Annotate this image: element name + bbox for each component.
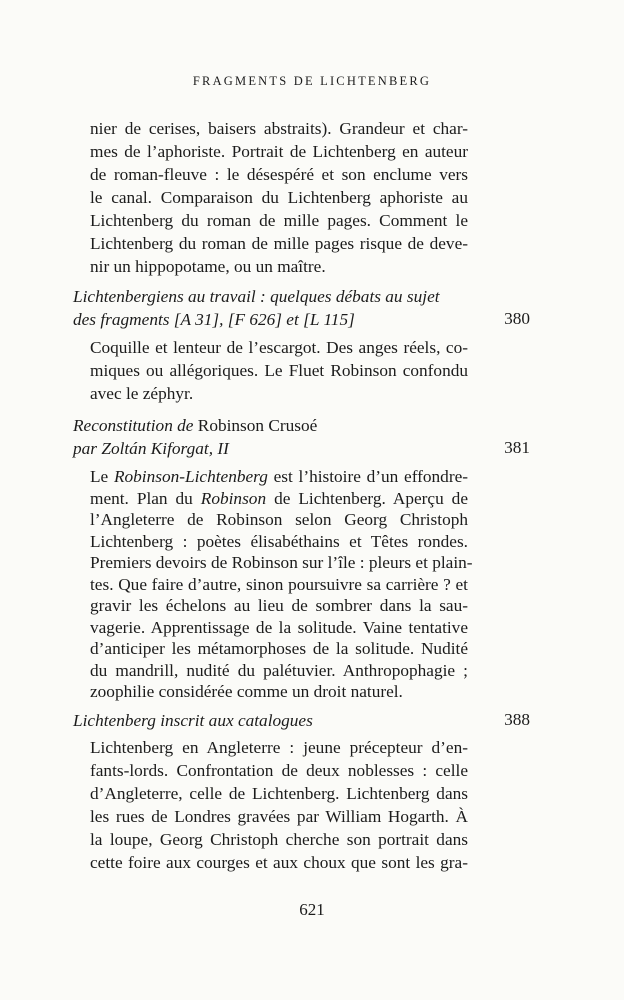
intro-line: nier de cerises, baisers abstraits). Grandeur et char-	[90, 119, 468, 138]
intro-line: de roman-fleuve : le désespéré et son enclume vers	[90, 165, 468, 184]
section-line: zoophilie considérée comme un droit naturel.	[90, 682, 403, 701]
title-word: Reconstitution de Robinson Crusoé	[73, 416, 318, 435]
section-title: des fragments [A 31], [F 626] et [L 115]	[73, 310, 355, 329]
section-line: d’Angleterre, celle de Lichtenberg. Lichtenberg dans	[90, 784, 468, 803]
section-line: les rues de Londres gravées par William Hogarth. À	[90, 807, 468, 826]
section-title: Lichtenbergiens au travail : quelques débats au sujet	[73, 287, 440, 306]
section-line: d’anticiper les métamorphoses de la solitude. Nudité	[90, 639, 468, 658]
section-line: fants-lords. Confrontation de deux noblesses : celle	[90, 761, 468, 780]
intro-line: le canal. Comparaison du Lichtenberg aphoriste au	[90, 188, 468, 207]
intro-line: mes de l’aphoriste. Portrait de Lichtenberg en auteur	[90, 142, 468, 161]
intro-line: Lichtenberg du roman de mille pages. Comment le	[90, 211, 468, 230]
section-page-ref: 388	[504, 710, 530, 729]
section-line: miques ou allégoriques. Le Fluet Robinson confondu	[90, 361, 468, 380]
section-line: Le Robinson-Lichtenberg est l’histoire d’un effondre-	[90, 467, 469, 486]
section-line: la loupe, Georg Christoph cherche son portrait dans	[90, 830, 468, 849]
section-line: Lichtenberg : poètes élisabéthains et Têtes rondes.	[90, 531, 468, 551]
section-line: tes. Que faire d’autre, sinon poursuivre sa carrière ? et	[90, 574, 468, 594]
section-line: Coquille et lenteur de l’escargot. Des anges réels, co-	[90, 338, 468, 357]
running-head: FRAGMENTS DE LICHTENBERG	[192, 74, 432, 88]
page-number: 621	[299, 900, 325, 919]
section-line: du mandrill, nudité du palétuvier. Anthropophagie ;	[90, 660, 468, 680]
section-line: vagerie. Apprentissage de la solitude. Vaine tentative	[90, 617, 468, 637]
book-title: Robinson Crusoé	[197, 416, 318, 435]
intro-line: Lichtenberg du roman de mille pages risque de deve-	[90, 234, 468, 253]
section-line: l’Angleterre de Robinson selon Georg Christoph	[90, 510, 468, 529]
section-page-ref: 381	[504, 438, 530, 457]
section-line: Lichtenberg en Angleterre : jeune précepteur d’en-	[90, 738, 468, 757]
section-line: Premiers devoirs de Robinson sur l’île : pleurs et plain-	[90, 553, 473, 572]
section-line: cette foire aux courges et aux choux que sont les gra-	[90, 853, 468, 872]
section-page-ref: 380	[504, 309, 530, 328]
section-line: gravir les échelons au lieu de sombrer dans la sau-	[90, 596, 468, 615]
section-title: par Zoltán Kiforgat, II	[73, 439, 229, 458]
section-title: Lichtenberg inscrit aux catalogues	[73, 711, 313, 730]
italic-title: Robinson-Lichtenberg	[113, 467, 268, 486]
italic-title: Robinson	[200, 488, 267, 508]
section-title	[73, 415, 317, 437]
section-line: ment. Plan du Robinson de Lichtenberg. Aperçu de	[90, 488, 468, 508]
intro-line: nir un hippopotame, ou un maître.	[90, 257, 326, 276]
section-line: avec le zéphyr.	[90, 384, 194, 403]
